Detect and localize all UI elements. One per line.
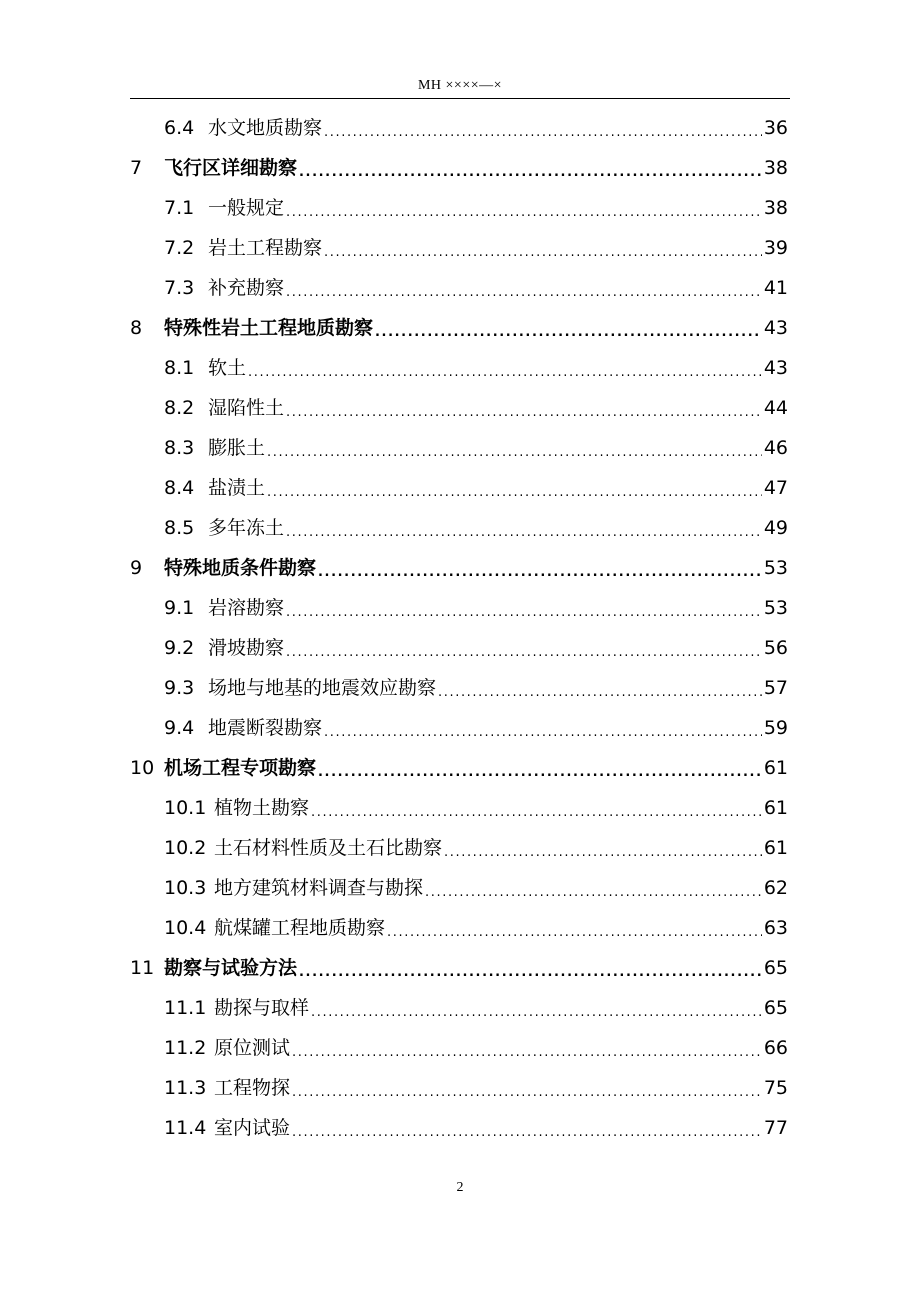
toc-entry-title: 软土 <box>208 357 247 379</box>
toc-entry-page: 62 <box>763 877 788 899</box>
toc-chapter-entry[interactable] <box>130 148 788 188</box>
toc-section-entry[interactable] <box>130 828 788 868</box>
toc-dot-leader <box>444 828 762 868</box>
toc-entry-page: 41 <box>763 277 788 299</box>
toc-entry-number: 9.1 <box>164 597 195 619</box>
toc-dot-leader <box>318 548 762 588</box>
toc-dot-leader <box>286 188 762 228</box>
toc-chapter-entry[interactable] <box>130 748 788 788</box>
toc-dot-leader <box>292 1108 762 1148</box>
toc-entry-title: 勘探与取样 <box>214 997 310 1019</box>
toc-entry-number: 7.3 <box>164 277 195 299</box>
toc-entry-title: 补充勘察 <box>208 277 285 299</box>
toc-entry-page: 61 <box>763 797 788 819</box>
toc-section-entry[interactable] <box>130 188 788 228</box>
toc-entry-page: 47 <box>763 477 788 499</box>
toc-dot-leader <box>324 708 762 748</box>
toc-dot-leader <box>324 108 762 148</box>
toc-section-entry[interactable] <box>130 988 788 1028</box>
header-rule <box>130 98 790 99</box>
toc-entry-number: 10 <box>130 757 155 779</box>
toc-dot-leader <box>286 508 762 548</box>
toc-entry-title: 一般规定 <box>208 197 285 219</box>
toc-chapter-entry[interactable] <box>130 548 788 588</box>
toc-entry-number: 11.4 <box>164 1117 207 1139</box>
toc-entry-number: 10.1 <box>164 797 207 819</box>
toc-entry-title: 工程物探 <box>214 1077 291 1099</box>
toc-dot-leader <box>425 868 762 908</box>
toc-entry-title: 盐渍土 <box>208 477 266 499</box>
toc-dot-leader <box>248 348 762 388</box>
toc-entry-title: 水文地质勘察 <box>208 117 323 139</box>
toc-dot-leader <box>324 228 762 268</box>
toc-entry-page: 63 <box>763 917 788 939</box>
toc-entry-title: 多年冻土 <box>208 517 285 539</box>
toc-entry-page: 38 <box>763 157 788 179</box>
toc-chapter-entry[interactable] <box>130 948 788 988</box>
toc-dot-leader <box>286 268 762 308</box>
toc-entry-page: 65 <box>763 957 788 979</box>
toc-dot-leader <box>375 308 762 348</box>
toc-entry-number: 6.4 <box>164 117 195 139</box>
toc-entry-page: 38 <box>763 197 788 219</box>
toc-entry-number: 7.1 <box>164 197 195 219</box>
toc-dot-leader <box>299 948 762 988</box>
toc-section-entry[interactable] <box>130 708 788 748</box>
toc-section-entry[interactable] <box>130 788 788 828</box>
toc-entry-title: 滑坡勘察 <box>208 637 285 659</box>
toc-entry-page: 66 <box>763 1037 788 1059</box>
toc-entry-title: 植物土勘察 <box>214 797 310 819</box>
toc-entry-number: 8.5 <box>164 517 195 539</box>
toc-section-entry[interactable] <box>130 108 788 148</box>
toc-entry-number: 8.2 <box>164 397 195 419</box>
toc-entry-title: 湿陷性土 <box>208 397 285 419</box>
toc-entry-number: 8.1 <box>164 357 195 379</box>
running-header: MH ××××—× <box>417 78 503 93</box>
toc-section-entry[interactable] <box>130 348 788 388</box>
toc-section-entry[interactable] <box>130 1108 788 1148</box>
toc-entry-page: 43 <box>763 357 788 379</box>
toc-entry-number: 9 <box>130 557 143 579</box>
toc-entry-page: 77 <box>763 1117 788 1139</box>
table-of-contents <box>130 108 788 1148</box>
toc-entry-title: 地震断裂勘察 <box>208 717 323 739</box>
toc-entry-number: 9.2 <box>164 637 195 659</box>
toc-section-entry[interactable] <box>130 908 788 948</box>
toc-entry-title: 岩溶勘察 <box>208 597 285 619</box>
toc-entry-page: 44 <box>763 397 788 419</box>
toc-dot-leader <box>292 1068 762 1108</box>
toc-entry-title: 场地与地基的地震效应勘察 <box>208 677 437 699</box>
toc-dot-leader <box>318 748 762 788</box>
page-number: 2 <box>456 1180 464 1195</box>
toc-entry-number: 10.4 <box>164 917 207 939</box>
toc-section-entry[interactable] <box>130 228 788 268</box>
toc-entry-title: 特殊性岩土工程地质勘察 <box>164 317 374 339</box>
toc-entry-page: 57 <box>763 677 788 699</box>
toc-dot-leader <box>286 388 762 428</box>
toc-section-entry[interactable] <box>130 1028 788 1068</box>
toc-entry-page: 75 <box>763 1077 788 1099</box>
toc-section-entry[interactable] <box>130 868 788 908</box>
toc-entry-page: 46 <box>763 437 788 459</box>
toc-dot-leader <box>286 628 762 668</box>
toc-entry-page: 43 <box>763 317 788 339</box>
toc-dot-leader <box>311 988 762 1028</box>
toc-section-entry[interactable] <box>130 668 788 708</box>
toc-entry-title: 室内试验 <box>214 1117 291 1139</box>
toc-section-entry[interactable] <box>130 428 788 468</box>
toc-section-entry[interactable] <box>130 268 788 308</box>
toc-entry-number: 9.3 <box>164 677 195 699</box>
toc-dot-leader <box>267 468 762 508</box>
toc-section-entry[interactable] <box>130 468 788 508</box>
toc-entry-number: 11 <box>130 957 155 979</box>
toc-section-entry[interactable] <box>130 588 788 628</box>
toc-entry-page: 36 <box>763 117 788 139</box>
toc-entry-number: 7 <box>130 157 143 179</box>
toc-dot-leader <box>387 908 762 948</box>
toc-section-entry[interactable] <box>130 508 788 548</box>
toc-section-entry[interactable] <box>130 628 788 668</box>
toc-dot-leader <box>311 788 762 828</box>
toc-entry-page: 39 <box>763 237 788 259</box>
toc-entry-number: 11.1 <box>164 997 207 1019</box>
toc-chapter-entry[interactable] <box>130 308 788 348</box>
toc-dot-leader <box>299 148 762 188</box>
toc-dot-leader <box>438 668 762 708</box>
toc-entry-number: 11.3 <box>164 1077 207 1099</box>
toc-entry-number: 8.3 <box>164 437 195 459</box>
toc-entry-number: 8 <box>130 317 143 339</box>
toc-entry-page: 56 <box>763 637 788 659</box>
toc-entry-page: 61 <box>763 837 788 859</box>
toc-entry-number: 11.2 <box>164 1037 207 1059</box>
toc-section-entry[interactable] <box>130 388 788 428</box>
toc-entry-title: 飞行区详细勘察 <box>164 157 298 179</box>
toc-dot-leader <box>292 1028 762 1068</box>
toc-entry-page: 59 <box>763 717 788 739</box>
toc-entry-title: 膨胀土 <box>208 437 266 459</box>
toc-dot-leader <box>267 428 762 468</box>
toc-entry-page: 53 <box>763 597 788 619</box>
toc-entry-page: 53 <box>763 557 788 579</box>
toc-entry-title: 特殊地质条件勘察 <box>164 557 317 579</box>
toc-entry-title: 勘察与试验方法 <box>164 957 298 979</box>
toc-entry-number: 8.4 <box>164 477 195 499</box>
toc-entry-title: 原位测试 <box>214 1037 291 1059</box>
toc-section-entry[interactable] <box>130 1068 788 1108</box>
toc-dot-leader <box>286 588 762 628</box>
toc-entry-title: 岩土工程勘察 <box>208 237 323 259</box>
toc-entry-number: 10.3 <box>164 877 207 899</box>
toc-entry-page: 61 <box>763 757 788 779</box>
toc-entry-title: 机场工程专项勘察 <box>164 757 317 779</box>
toc-entry-title: 航煤罐工程地质勘察 <box>214 917 386 939</box>
toc-entry-number: 9.4 <box>164 717 195 739</box>
toc-entry-number: 10.2 <box>164 837 207 859</box>
toc-entry-page: 65 <box>763 997 788 1019</box>
toc-entry-title: 地方建筑材料调查与勘探 <box>214 877 424 899</box>
toc-entry-page: 49 <box>763 517 788 539</box>
toc-entry-number: 7.2 <box>164 237 195 259</box>
toc-entry-title: 土石材料性质及土石比勘察 <box>214 837 443 859</box>
